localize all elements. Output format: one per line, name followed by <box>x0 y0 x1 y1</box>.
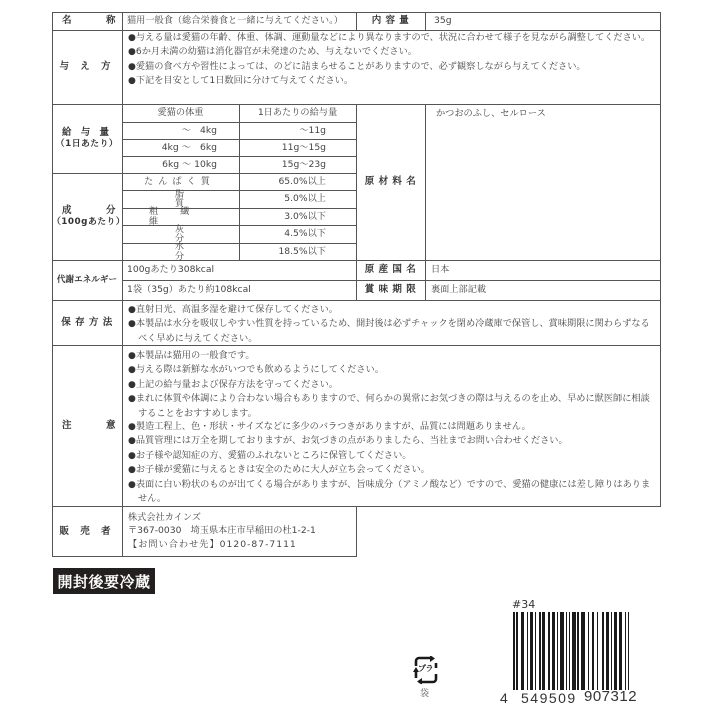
best-before-value: 裏面上部記載 <box>431 284 487 295</box>
list-item: ● 製造工程上、色・形状・サイズなどに多少のバラつきがありますが、品質には問題ありません。 <box>128 420 658 434</box>
header-weight: 愛猫の体重 <box>157 107 204 119</box>
composition-label <box>52 173 126 260</box>
amount-cell: ～11g <box>299 124 326 136</box>
nutrient-name: 水分 <box>174 241 237 262</box>
amount-cell: 15g～23g <box>281 158 326 170</box>
composition-title-b: 分 <box>105 205 116 217</box>
list-item: ● 上記の給与量および保存方法を守ってください。 <box>128 378 658 392</box>
name-label-a: 名 <box>62 15 73 27</box>
weight-cell: 4kg ～ 6kg <box>161 141 217 153</box>
feeding-method-label: 与 え 方 <box>59 61 115 73</box>
composition-title-a: 成 <box>62 205 73 217</box>
name-value: 猫用一般食（総合栄養食と一緒に与えてください。） <box>127 15 343 26</box>
seller-label: 販 売 者 <box>59 526 115 538</box>
feeding-amount-title: 給 与 量 <box>61 127 113 139</box>
nutrient-value: 4.5%以下 <box>284 228 326 240</box>
divider <box>425 12 426 30</box>
barcode-digits-right: 907312 <box>584 688 638 705</box>
list-item: ● 本製品は猫用の一般食です。 <box>128 349 658 363</box>
nutrient-value: 5.0%以上 <box>284 193 326 205</box>
caution-label-a: 注 <box>62 420 73 432</box>
energy-label: 代謝エネルギー <box>56 274 118 285</box>
divider <box>425 104 426 300</box>
name-label <box>52 12 122 30</box>
feeding-method-list <box>128 31 658 89</box>
feeding-amount-sublabel: （1日あたり） <box>55 138 119 149</box>
list-item: ● 愛猫の食べ方や習性によっては、のどに詰まらせることがありますので、必ず観察しながら与えてください。 <box>128 60 658 74</box>
barcode-digit-first: 4 <box>500 690 508 706</box>
nutrient-name: たんぱく質 <box>144 175 215 187</box>
barcode-tag: #34 <box>512 598 536 611</box>
list-item: ● お子様が愛猫に与えるときは安全のために大人が立ち会ってください。 <box>128 463 658 477</box>
list-item: ● 下記を目安として1日数回に分けて与えてください。 <box>128 74 658 88</box>
best-before-label: 賞 味 期 限 <box>364 284 417 296</box>
energy-per-bag: 1袋（35g）あたり約108kcal <box>127 284 251 295</box>
nutrient-name: 灰分 <box>174 223 237 244</box>
list-item: ● 与える量は愛猫の年齢、体重、体調、運動量などにより異なりますので、状況に合わせて様子を見ながら調整してください。 <box>128 31 658 45</box>
energy-per-100g: 100gあたり308kcal <box>127 264 215 275</box>
nutrient-value: 65.0%以上 <box>278 175 326 187</box>
divider <box>122 12 123 557</box>
name-label-b: 称 <box>105 15 116 27</box>
storage-label: 保 存 方 法 <box>61 316 113 328</box>
origin-label: 原 産 国 名 <box>364 264 417 276</box>
ingredients-label: 原 材 料 名 <box>364 176 417 188</box>
list-item: ● 本製品は水分を吸収しやすい性質を持っているため、開封後は必ずチャックを閉め冷蔵庫で保管し、賞味期限に関わらずなるべく早めに与えてください。 <box>128 317 658 345</box>
content-amount-label: 内 容 量 <box>371 15 410 27</box>
caution-label-b: 意 <box>105 420 116 432</box>
list-item: ● 品質管理には万全を期しておりますが、お気づきの点がありましたら、当社までお問い合わせください。 <box>128 434 658 448</box>
seller-contact: 【お問い合わせ先】0120-87-7111 <box>128 539 297 550</box>
nutrient-name: 粗繊維 <box>149 206 212 227</box>
list-item: ● 与える際は新鮮な水がいつでも飲めるようにしてください。 <box>128 363 658 377</box>
composition-sublabel: （100gあたり） <box>52 216 126 227</box>
composition-title <box>52 205 122 217</box>
amount-cell: 11g～15g <box>281 141 326 153</box>
header-amount: 1日あたりの給与量 <box>257 107 338 119</box>
caution-label <box>52 345 122 507</box>
barcode-digits-left: 549509 <box>521 690 577 706</box>
nutrient-value: 3.0%以下 <box>284 210 326 222</box>
recycle-caption: 袋 <box>420 689 430 699</box>
divider <box>52 300 661 301</box>
list-item: ● 6か月未満の幼猫は消化器官が未発達のため、与えないでください。 <box>128 45 658 59</box>
weight-cell: 6kg ～ 10kg <box>162 158 217 170</box>
list-item: ● 表面に白い粉状のものが出てくる場合がありますが、旨味成分（アミノ酸など）ですので、愛猫の健康には差し障りはありません。 <box>128 478 658 506</box>
seller-company: 株式会社カインズ <box>128 512 201 523</box>
barcode <box>513 612 648 690</box>
nutrient-value: 18.5%以下 <box>278 245 326 257</box>
weight-cell: ～ 4kg <box>181 124 217 136</box>
content-amount-value: 35g <box>434 15 452 26</box>
refrigerate-notice: 開封後要冷蔵 <box>53 568 155 594</box>
origin-value: 日本 <box>431 264 450 275</box>
list-item: ● 直射日光、高温多湿を避けて保存してください。 <box>128 303 658 317</box>
feeding-amount-label <box>52 104 122 173</box>
recycle-glyph: プラ <box>418 664 433 673</box>
list-item: ● まれに体質や体調により合わない場合もありますので、何らかの異常にお気づきの際は与えるのを止め、早めに獣医師に相談することをおすすめします。 <box>128 392 658 420</box>
storage-list <box>128 303 658 345</box>
caution-list <box>128 349 658 505</box>
seller-address: 〒367-0030 埼玉県本庄市早稲田の杜1-2-1 <box>128 525 316 536</box>
list-item: ● お子様や認知症の方、愛猫のふれないところに保管してください。 <box>128 449 658 463</box>
recycle-mark <box>413 656 439 700</box>
ingredients-value: かつおのふし、セルロース <box>436 108 546 119</box>
nutrient-name: 脂質 <box>174 188 237 209</box>
